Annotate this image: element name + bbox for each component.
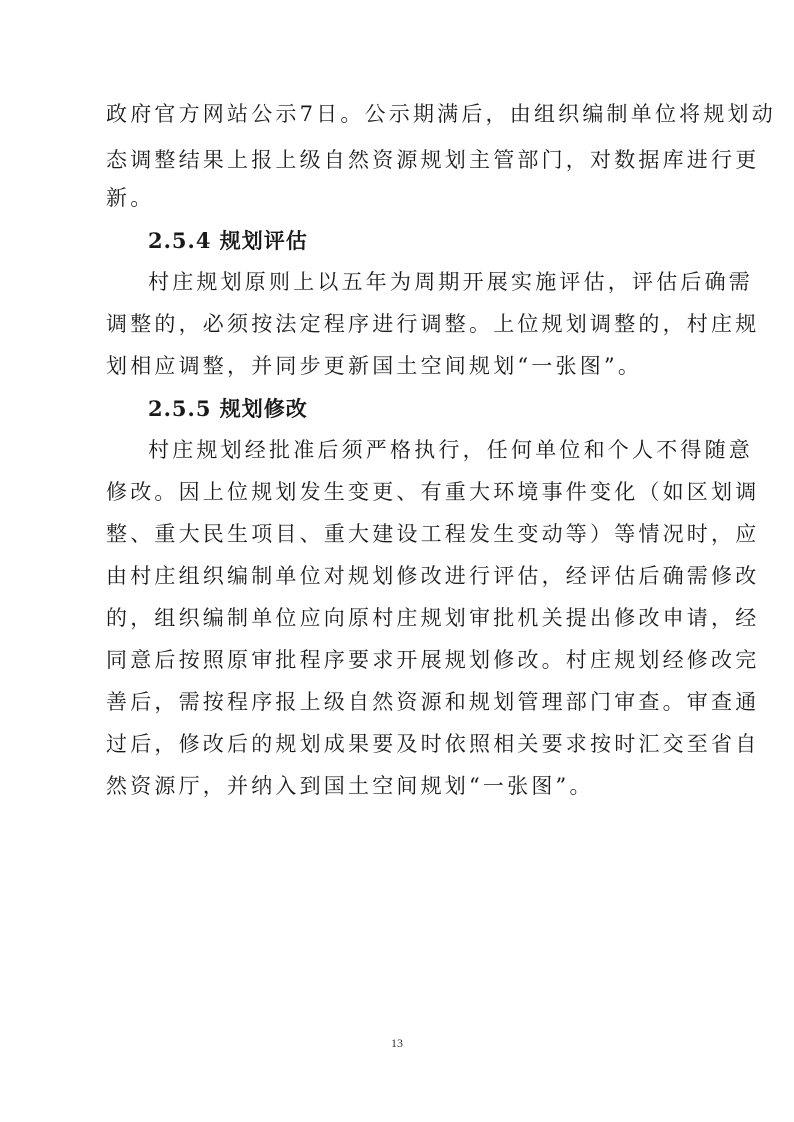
paragraph-line: 政府官方网站公示7日。公示期满后，由组织编制单位将规划动 xyxy=(106,102,776,126)
paragraph-line: 同意后按照原审批程序要求开展规划修改。村庄规划经修改完 xyxy=(106,648,760,672)
paragraph-line: 善后，需按程序报上级自然资源和规划管理部门审查。审查通 xyxy=(106,690,760,714)
paragraph-line: 态调整结果上报上级自然资源规划主管部门，对数据库进行更 xyxy=(106,148,760,172)
section-heading-2-5-4: 2.5.4 规划评估 xyxy=(148,228,308,253)
paragraph-line: 修改。因上位规划发生变更、有重大环境事件变化（如区划调 xyxy=(106,480,760,504)
paragraph-line: 村庄规划经批准后须严格执行，任何单位和个人不得随意 xyxy=(148,438,753,462)
paragraph-line: 由村庄组织编制单位对规划修改进行评估，经评估后确需修改 xyxy=(106,564,760,588)
paragraph-line: 然资源厅，并纳入到国土空间规划“一张图”。 xyxy=(106,774,594,798)
paragraph-line: 调整的，必须按法定程序进行调整。上位规划调整的，村庄规 xyxy=(106,312,760,336)
paragraph-line: 划相应调整，并同步更新国土空间规划“一张图”。 xyxy=(106,354,643,378)
paragraph-line: 新。 xyxy=(106,186,155,210)
paragraph-line: 村庄规划原则上以五年为周期开展实施评估，评估后确需 xyxy=(148,270,753,294)
section-heading-2-5-5: 2.5.5 规划修改 xyxy=(148,396,308,421)
paragraph-line: 过后，修改后的规划成果要及时依照相关要求按时汇交至省自 xyxy=(106,732,760,756)
page-number: 13 xyxy=(391,1036,403,1050)
paragraph-line: 的，组织编制单位应向原村庄规划审批机关提出修改申请，经 xyxy=(106,606,760,630)
paragraph-line: 整、重大民生项目、重大建设工程发生变动等）等情况时，应 xyxy=(106,522,760,546)
